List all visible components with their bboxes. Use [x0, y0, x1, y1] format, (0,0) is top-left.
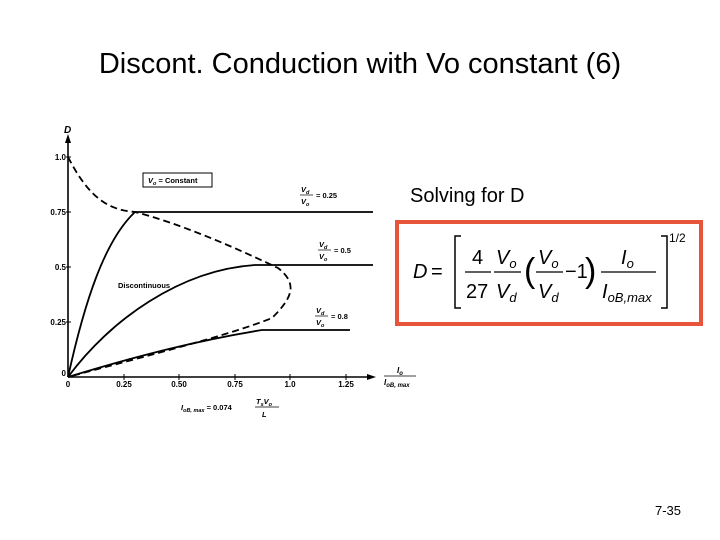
x-tick-label: 0.50	[171, 380, 187, 389]
equation-box	[395, 220, 703, 326]
svg-text:Vo: $V_o$	[301, 197, 310, 208]
slide-number: 7-35	[655, 503, 682, 518]
left-bracket	[455, 236, 461, 308]
svg-text:): )	[585, 252, 597, 290]
eq-equals: =	[431, 261, 443, 283]
y-tick-label: 1.0	[54, 153, 66, 162]
svg-text:= 0.8: = 0.8	[331, 312, 348, 321]
x-tick-label: 0	[65, 380, 71, 389]
x-axis-label	[384, 366, 416, 389]
svg-text:Vo: $V_o$	[538, 247, 559, 271]
constant-label: $V_o$ = Constant	[148, 176, 198, 187]
x-tick-label: 0.75	[227, 380, 243, 389]
curve-vd-0.25	[68, 212, 373, 377]
svg-text:= 0.25: = 0.25	[316, 191, 338, 200]
svg-text:−1: −1	[565, 261, 588, 283]
duty-cycle-equation	[399, 224, 699, 322]
x-tick-labels	[66, 380, 355, 389]
boundary-dashed-curve	[68, 157, 291, 377]
right-bracket	[661, 236, 667, 308]
region-label: Discontinuous	[118, 281, 171, 290]
x-axis-arrow	[367, 374, 376, 380]
y-axis-label: D	[64, 125, 72, 136]
y-tick-label: 0	[61, 369, 66, 378]
svg-text:= 0.5: = 0.5	[334, 246, 351, 255]
x-tick-label: 1.25	[338, 380, 354, 389]
svg-text:Io: $I_o$	[397, 366, 403, 377]
slide-title: Discont. Conduction with Vo constant (6)	[98, 48, 622, 80]
ratio-label-0.5	[318, 240, 351, 263]
eq-lhs: D	[413, 261, 428, 283]
ratio-label-0.25	[300, 185, 337, 208]
svg-text:IoB,max: $I_{oB,max}$	[602, 281, 652, 305]
svg-text:Vo: $V_o$	[496, 247, 517, 271]
footnote-formula	[181, 397, 279, 419]
svg-text:27: 27	[466, 281, 489, 303]
svg-text:IoB, max: $I_{oB, max}$	[384, 378, 410, 389]
x-tick-label: 1.0	[284, 380, 296, 389]
svg-text:Vd: $V_d$	[538, 281, 559, 305]
x-tick-label: 0.25	[116, 380, 132, 389]
svg-text:IoB, max = 0.074: $I_{oB, max} = 0.074$	[181, 403, 232, 414]
y-tick-label: 0.5	[54, 263, 66, 272]
y-tick-label: 0.25	[50, 318, 66, 327]
svg-text:4: 4	[472, 247, 484, 269]
y-tick-labels	[50, 153, 66, 378]
svg-text:Vd: $V_d$	[319, 240, 328, 251]
eq-exponent: 1/2	[669, 231, 686, 245]
svg-text:(: (	[524, 252, 536, 290]
y-tick-label: 0.75	[50, 208, 66, 217]
svg-text:Vo: $V_o$	[319, 252, 328, 263]
svg-text:Vd: $V_d$	[496, 281, 517, 305]
svg-text:Io: $I_o$	[621, 247, 634, 271]
curve-vd-0.5	[68, 265, 373, 377]
solving-for-label: Solving for D	[410, 185, 525, 207]
svg-text:Vd: $V_d$	[301, 185, 310, 196]
svg-text:TsVo: $T_sV_o$	[256, 397, 273, 408]
curve-vd-0.8	[68, 330, 350, 377]
ratio-label-0.8	[315, 306, 348, 329]
svg-text:Vd: $V_d$	[316, 306, 325, 317]
svg-text:L: L	[262, 410, 267, 419]
svg-text:Vo: $V_o$	[316, 318, 325, 329]
